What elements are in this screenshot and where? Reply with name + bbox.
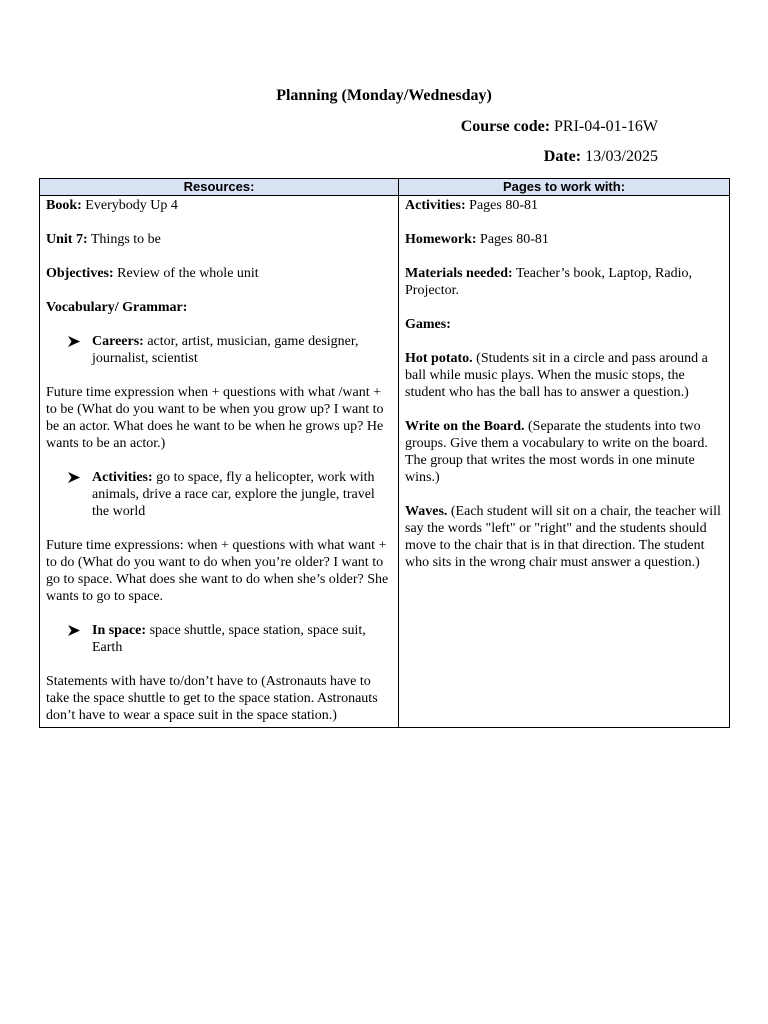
future-expression-paragraph: Future time expression when + questions with what /want + to be (What do you want to be when you grow up? I want to be an actor. What does he want to be when he grows up? He wants to be an actor.) (46, 385, 384, 451)
page-title: Planning (Monday/Wednesday) (276, 87, 492, 104)
arrow-bullet-icon (68, 336, 80, 347)
vocab-grammar-heading (46, 299, 392, 316)
in-space-label: In space: (92, 623, 147, 638)
vocab-grammar-label: Vocabulary/ Grammar: (46, 300, 188, 315)
book-line (46, 197, 392, 214)
date-label: Date: (543, 148, 582, 165)
objectives-value: Review of the whole unit (117, 266, 259, 281)
homework-label: Homework: (405, 232, 477, 247)
careers-value: actor, artist, musician, game designer, journalist, scientist (92, 334, 359, 366)
waves-paragraph (405, 503, 723, 571)
course-code-line (461, 117, 658, 137)
table-body-row (40, 196, 730, 728)
hot-potato-paragraph (405, 350, 723, 401)
date-value: 13/03/2025 (585, 148, 658, 165)
hot-potato-text: (Students sit in a circle and pass around a ball while music plays. When the music stops, the student who has the ball has to answer a question.) (405, 351, 708, 400)
materials-label: Materials needed: (405, 266, 513, 281)
write-on-board-text: (Separate the students into two groups. Give them a vocabulary to write on the board. The group that writes the most words in one minute wins.) (405, 419, 708, 485)
objectives-label: Objectives: (46, 266, 114, 281)
statements-paragraph: Statements with have to/don’t have to (Astronauts have to take the space shuttle to get to the space station. Astronauts don’t have to wear a space suit in the space station.) (46, 674, 378, 723)
objectives-line (46, 265, 392, 282)
activities-value: go to space, fly a helicopter, work with animals, drive a race car, explore the jungle, travel the world (92, 470, 375, 519)
unit-line (46, 231, 392, 248)
write-on-board-paragraph (405, 418, 723, 486)
course-code-label: Course code: (460, 118, 551, 135)
arrow-bullet-icon (68, 625, 80, 636)
pages-cell (399, 196, 730, 728)
hot-potato-label: Hot potato. (405, 351, 473, 366)
materials-value: Teacher’s book, Laptop, Radio, Projector. (405, 266, 692, 298)
in-space-bullet (46, 622, 392, 656)
planning-table (39, 178, 730, 728)
arrow-bullet-icon (68, 472, 80, 483)
games-label: Games: (405, 317, 451, 332)
activities-pages-label: Activities: (405, 198, 466, 213)
activities-label: Activities: (92, 470, 153, 485)
resources-header: Resources: (40, 179, 399, 196)
activities-pages-value: Pages 80-81 (469, 198, 538, 213)
resources-cell (40, 196, 399, 728)
materials-line (405, 265, 723, 299)
homework-value: Pages 80-81 (480, 232, 549, 247)
in-space-value: space shuttle, space station, space suit, Earth (92, 623, 366, 655)
careers-bullet (46, 333, 392, 367)
games-heading (405, 316, 723, 333)
waves-text: (Each student will sit on a chair, the teacher will say the words "left" or "right" and the students should move to the chair that is in that direction. The student who sits in the wrong chair must answer a question.) (405, 504, 721, 570)
unit-label: Unit 7: (46, 232, 88, 247)
careers-label: Careers: (92, 334, 144, 349)
activities-bullet (46, 469, 392, 520)
date-line (544, 147, 658, 167)
activities-pages-line (405, 197, 723, 214)
book-value: Everybody Up 4 (85, 198, 178, 213)
waves-label: Waves. (405, 504, 448, 519)
future-expressions-paragraph: Future time expressions: when + questions with what want + to do (What do you want to do when you’re older? I want to go to space. What does she want to do when she’s older? She wants to go to space. (46, 538, 389, 604)
write-on-board-label: Write on the Board. (405, 419, 525, 434)
homework-line (405, 231, 723, 248)
table-header-row (40, 179, 730, 196)
pages-header: Pages to work with: (399, 179, 730, 196)
unit-value: Things to be (90, 232, 161, 247)
book-label: Book: (46, 198, 82, 213)
course-code-value: PRI-04-01-16W (554, 118, 658, 135)
